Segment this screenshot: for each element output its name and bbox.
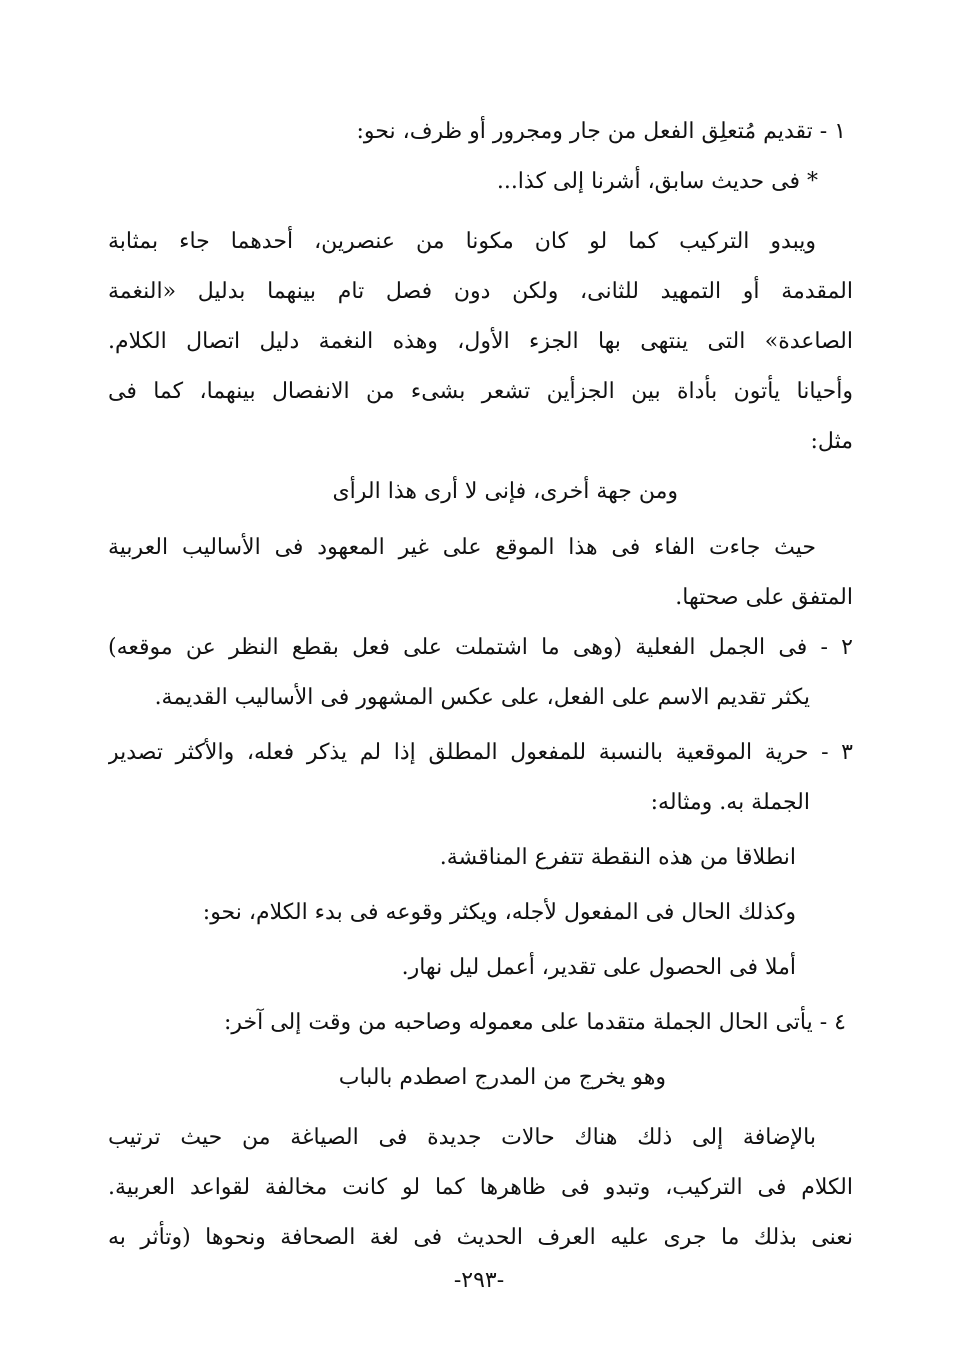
paragraph-line: المقدمة أو التمهيد للثانى، ولكن دون فصل تام بينهما بدليل «النغمة xyxy=(108,279,853,304)
paragraph-line: وأحيانا يأتون بأداة بين الجزأين تشعر بشىء من الانفصال بينهما، كما فى xyxy=(108,379,853,404)
paragraph-line: وكذلك الحال فى المفعول لأجله، ويكثر وقوعه فى بدء الكلام، نحو: xyxy=(202,900,796,925)
example-line: انطلاقا من هذه النقطة تتفرع المناقشة. xyxy=(439,845,796,870)
paragraph-line: الكلام فى التركيب، وتبدو فى ظاهرها كما لو كانت مخالفة لقواعد العربية. xyxy=(108,1175,853,1200)
item-1-line: ١ - تقديم مُتعلِق الفعل من جار ومجرور أو ظرف، نحو: xyxy=(356,119,846,144)
item-2-line: ٢ - فى الجمل الفعلية (وهى ما اشتملت على فعل بقطع النظر عن موقعه) xyxy=(108,635,853,660)
paragraph-line: ويبدو التركيب كما لو كان مكونا من عنصرين، أحدهما جاء بمثابة xyxy=(108,229,816,254)
item-2-line: يكثر تقديم الاسم على الفعل، على عكس المشهور فى الأساليب القديمة. xyxy=(154,685,810,710)
item-4-line: ٤ - يأتى الحال الجملة متقدما على معموله وصاحبه من وقت إلى آخر: xyxy=(223,1010,846,1035)
paragraph-line: بالإضافة إلى ذلك هناك حالات جديدة فى الصياغة من حيث ترتيب xyxy=(108,1125,816,1150)
page-number: -٢٩٣- xyxy=(453,1268,505,1293)
paragraph-line: حيث جاءت الفاء فى هذا الموقع على غير المعهود فى الأساليب العربية xyxy=(108,535,816,560)
example-line: وهو يخرج من المدرج اصطدم بالباب xyxy=(338,1065,666,1090)
paragraph-line: نعنى بذلك ما جرى عليه العرف الحديث فى لغة الصحافة ونحوها (وتأثر به xyxy=(108,1225,853,1250)
example-line: * فى حديث سابق، أشرنا إلى كذا... xyxy=(496,169,818,194)
example-line: ومن جهة أخرى، فإنى لا أرى هذا الرأى xyxy=(332,479,678,504)
item-3-line: الجملة به. ومثاله: xyxy=(650,790,810,815)
paragraph-line: مثل: xyxy=(810,429,853,454)
paragraph-line: الصاعدة» التى ينتهى بها الجزء الأول، وهذه النغمة دليل اتصال الكلام. xyxy=(108,329,853,354)
paragraph-line: المتفق على صحتها. xyxy=(675,585,853,610)
example-line: أملا فى الحصول على تقدير، أعمل ليل نهار. xyxy=(401,955,796,980)
item-3-line: ٣ - حرية الموقعية بالنسبة للمفعول المطلق إذا لم يذكر فعله، والأكثر تصدير xyxy=(108,740,853,765)
